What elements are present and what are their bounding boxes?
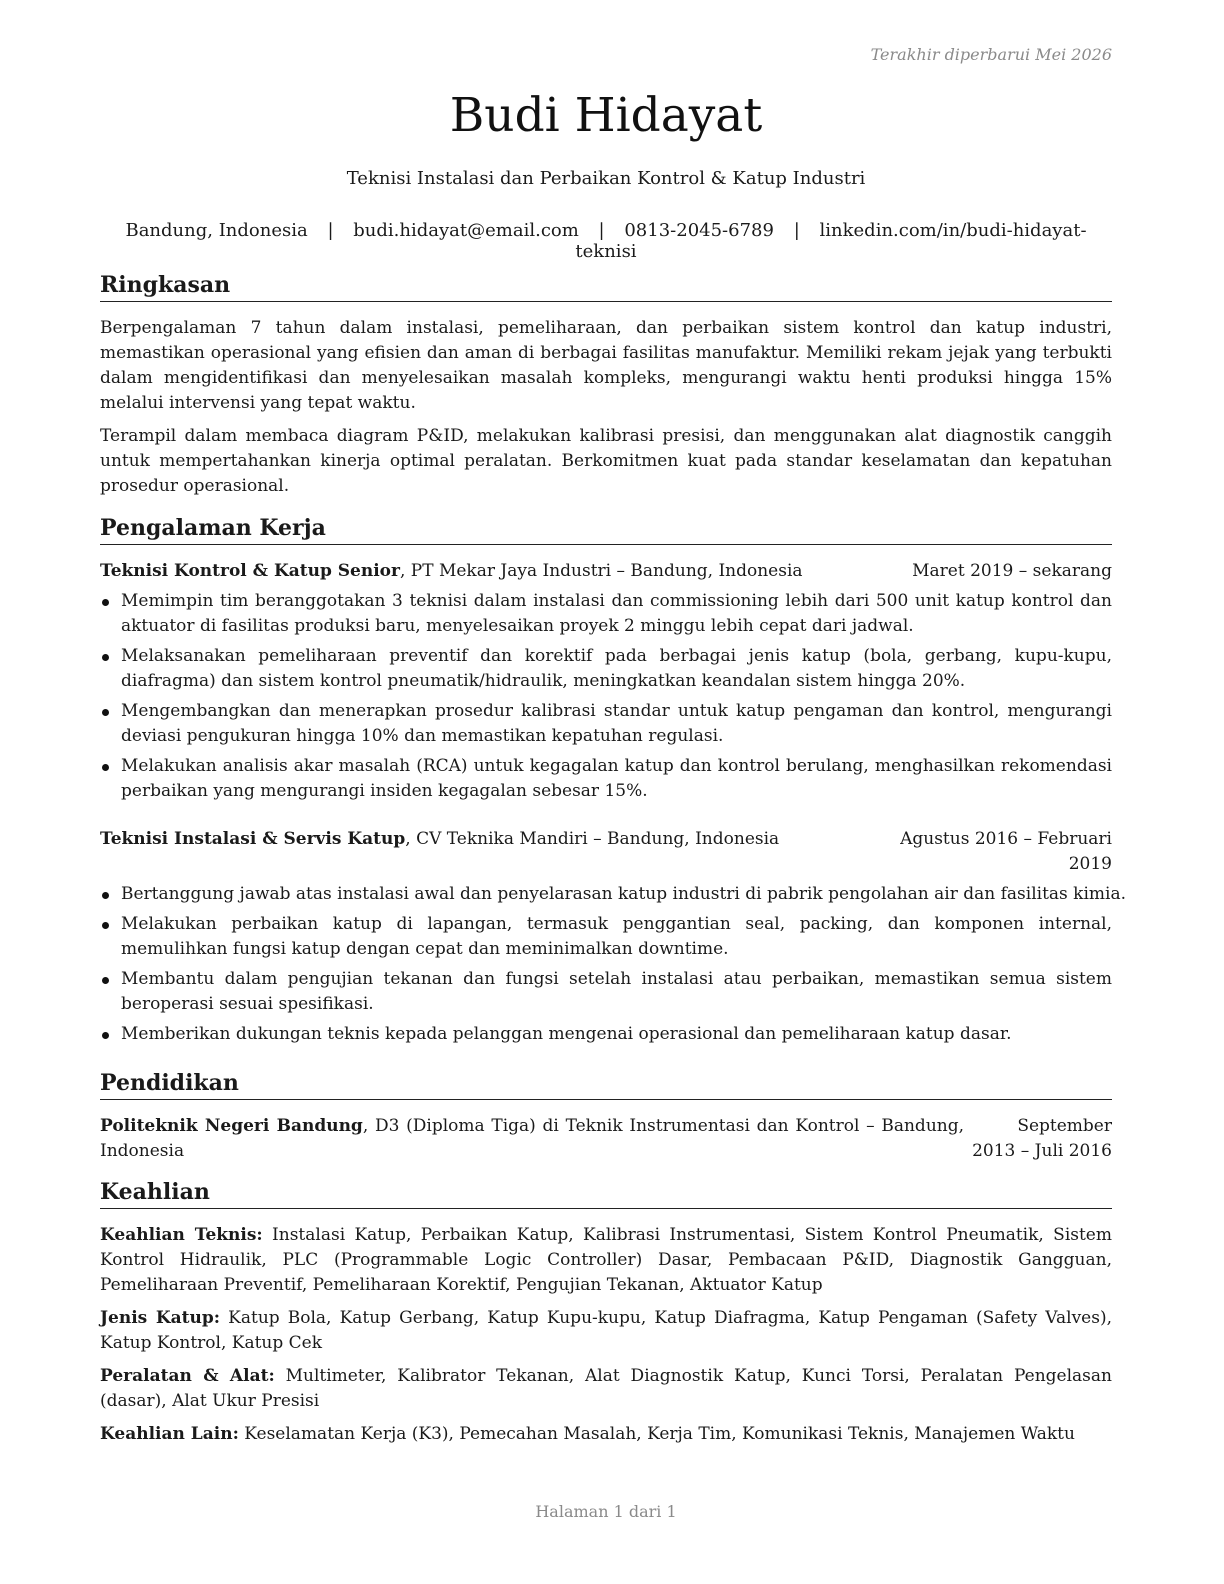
candidate-headline: Teknisi Instalasi dan Perbaikan Kontrol & Katup Industri <box>346 168 866 189</box>
section-title-summary: Ringkasan <box>100 270 1112 302</box>
bullet-dot-icon <box>102 654 109 661</box>
job-bullet: Membantu dalam pengujian tekanan dan fungsi setelah instalasi atau perbaikan, memastikan semua sistem beroperasi sesuai spesifikasi. <box>100 967 1112 1017</box>
contact-phone: 0813-2045-6789 <box>624 220 774 241</box>
education-entry <box>100 1114 1112 1164</box>
job-bullet: Melaksanakan pemeliharaan preventif dan korektif pada berbagai jenis katup (bola, gerbang, kupu-kupu, diafragma) dan sistem kontrol pneumatik/hidraulik, meningkatkan keandalan sistem hingga 20%. <box>100 644 1112 694</box>
skill-group-label: Keahlian Teknis: <box>100 1225 263 1245</box>
section-title-experience: Pengalaman Kerja <box>100 513 1112 545</box>
skill-group-text: Keselamatan Kerja (K3), Pemecahan Masalah, Kerja Tim, Komunikasi Teknis, Manajemen Waktu <box>238 1424 1075 1444</box>
contact-linkedin[interactable]: linkedin.com/in/budi-hidayat-teknisi <box>575 220 1087 262</box>
job-bullet: Memberikan dukungan teknis kepada pelanggan mengenai operasional dan pemeliharaan katup dasar. <box>100 1022 1112 1047</box>
job-bullet: Melakukan analisis akar masalah (RCA) untuk kegagalan katup dan kontrol berulang, menghasilkan rekomendasi perbaikan yang mengurangi insiden kegagalan sebesar 15%. <box>100 754 1112 804</box>
contact-separator: | <box>793 220 800 241</box>
education-section <box>100 1068 1112 1164</box>
skill-group-text: Multimeter, Kalibrator Tekanan, Alat Diagnostik Katup, Kunci Torsi, Peralatan Pengelasan (dasar), Alat Ukur Presisi <box>100 1366 1112 1411</box>
last-updated-note: Terakhir diperbarui Mei 2026 <box>870 45 1112 64</box>
job-dates: Agustus 2016 – Februari 2019 <box>900 829 1112 874</box>
education-school: Politeknik Negeri Bandung <box>100 1116 363 1136</box>
summary-paragraph: Terampil dalam membaca diagram P&ID, melakukan kalibrasi presisi, dan menggunakan alat diagnostik canggih untuk mempertahankan kinerja optimal peralatan. Berkomitmen kuat pada standar keselamatan dan kepatuhan prosedur operasional. <box>100 426 1112 496</box>
skill-group <box>100 1223 1112 1298</box>
bullet-dot-icon <box>102 1032 109 1039</box>
skill-group-label: Jenis Katup: <box>100 1308 221 1328</box>
bullet-dot-icon <box>102 977 109 984</box>
summary-section <box>100 270 1112 499</box>
bullet-dot-icon <box>102 709 109 716</box>
experience-section <box>100 513 1127 1047</box>
job-bullet: Bertanggung jawab atas instalasi awal dan penyelarasan katup industri di pabrik pengolahan air dan fasilitas kimia. <box>100 882 1112 907</box>
skill-group <box>100 1422 1112 1447</box>
job-dates: Maret 2019 – sekarang <box>912 561 1112 581</box>
job-company: , CV Teknika Mandiri – Bandung, Indonesia <box>405 829 780 849</box>
skill-group-label: Keahlian Lain: <box>100 1424 239 1444</box>
job-header <box>100 827 1112 877</box>
section-title-education: Pendidikan <box>100 1068 1112 1100</box>
skill-group <box>100 1364 1112 1414</box>
summary-paragraph: Berpengalaman 7 tahun dalam instalasi, pemeliharaan, dan perbaikan sistem kontrol dan katup industri, memastikan operasional yang efisien dan aman di berbagai fasilitas manufaktur. Memiliki rekam jejak yang terbukti dalam mengidentifikasi dan menyelesaikan masalah kompleks, mengurangi waktu henti produksi hingga 15% melalui intervensi yang tepat waktu. <box>100 318 1112 413</box>
contact-email[interactable]: budi.hidayat@email.com <box>353 220 579 241</box>
job-role: Teknisi Instalasi & Servis Katup <box>100 829 406 849</box>
education-detail: , D3 (Diploma Tiga) di Teknik Instrumentasi dan Kontrol – Bandung, Indonesia <box>100 1116 964 1161</box>
candidate-name: Budi Hidayat <box>449 88 763 143</box>
job-bullet: Memimpin tim beranggotakan 3 teknisi dalam instalasi dan commissioning lebih dari 500 unit katup kontrol dan aktuator di fasilitas produksi baru, menyelesaikan proyek 2 minggu lebih cepat dari jadwal. <box>100 589 1112 639</box>
education-dates: September 2013 – Juli 2016 <box>972 1116 1112 1161</box>
skill-group <box>100 1306 1112 1356</box>
resume-page <box>100 0 1127 1584</box>
page-footer: Halaman 1 dari 1 <box>535 1502 677 1521</box>
section-title-skills: Keahlian <box>100 1177 1112 1209</box>
skill-group-text: Katup Bola, Katup Gerbang, Katup Kupu-kupu, Katup Diafragma, Katup Pengaman (Safety Valves), Katup Kontrol, Katup Cek <box>100 1308 1112 1353</box>
job-bullet: Melakukan perbaikan katup di lapangan, termasuk penggantian seal, packing, dan komponen internal, memulihkan fungsi katup dengan cepat dan meminimalkan downtime. <box>100 912 1112 962</box>
job-company: , PT Mekar Jaya Industri – Bandung, Indonesia <box>399 561 803 581</box>
job-bullet: Mengembangkan dan menerapkan prosedur kalibrasi standar untuk katup pengaman dan kontrol, mengurangi deviasi pengukuran hingga 10% dan memastikan kepatuhan regulasi. <box>100 699 1112 749</box>
bullet-dot-icon <box>102 599 109 606</box>
skills-section <box>100 1177 1112 1447</box>
contact-line <box>100 220 1112 262</box>
job-header <box>100 559 1112 584</box>
skill-group-label: Peralatan & Alat: <box>100 1366 275 1386</box>
job-entry <box>100 827 1127 1047</box>
job-entry <box>100 559 1112 804</box>
contact-location: Bandung, Indonesia <box>125 220 308 241</box>
skill-group-text: Instalasi Katup, Perbaikan Katup, Kalibrasi Instrumentasi, Sistem Kontrol Pneumatik, Sistem Kontrol Hidraulik, PLC (Programmable Logic Controller) Dasar, Pembacaan P&ID, Diagnostik Gangguan, Pemeliharaan Preventif, Pemeliharaan Korektif, Pengujian Tekanan, Aktuator Katup <box>100 1225 1112 1295</box>
job-role: Teknisi Kontrol & Katup Senior <box>100 561 400 581</box>
contact-separator: | <box>598 220 605 241</box>
contact-separator: | <box>327 220 334 241</box>
bullet-dot-icon <box>102 892 109 899</box>
bullet-dot-icon <box>102 764 109 771</box>
bullet-dot-icon <box>102 922 109 929</box>
